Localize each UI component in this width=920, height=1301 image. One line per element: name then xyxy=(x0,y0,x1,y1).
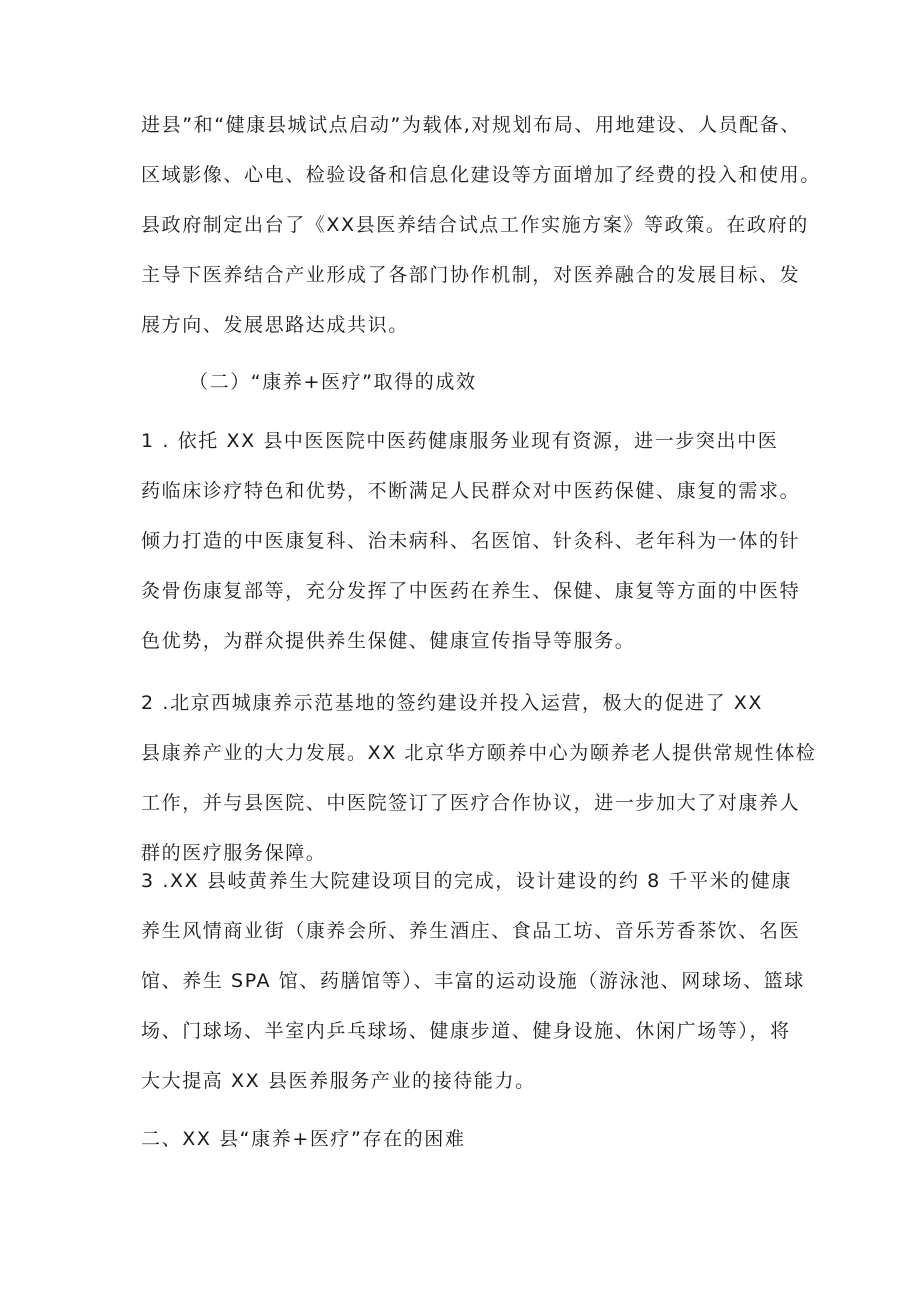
paragraph-policy-support xyxy=(141,100,821,350)
text-line: 大大提高 XX 县医养服务产业的接待能力。 xyxy=(141,1070,536,1092)
text-line: 场、门球场、半室内乒乓球场、健康步道、健身设施、休闲广场等），将 xyxy=(141,1020,791,1042)
text-line: 县政府制定出台了《XX县医养结合试点工作实施方案》等政策。在政府的 xyxy=(141,214,809,236)
section-heading-achievements xyxy=(189,357,839,407)
text-line: 主导下医养结合产业形成了各部门协作机制，对医养融合的发展目标、发 xyxy=(141,264,801,286)
text-line: 3 .XX 县岐黄养生大院建设项目的完成，设计建设的约 8 千平米的健康 xyxy=(141,870,793,892)
text-line: 进县”和“健康县城试点启动”为载体,对规划布局、用地建设、人员配备、 xyxy=(141,114,801,136)
text-line: 群的医疗服务保障。 xyxy=(141,842,327,864)
text-line: 养生风情商业街（康养会所、养生酒庄、食品工坊、音乐芳香茶饮、名医 xyxy=(141,920,801,942)
text-line: 县康养产业的大力发展。XX 北京华方颐养中心为颐养老人提供常规性体检 xyxy=(141,742,817,764)
text-line: 色优势，为群众提供养生保健、健康宣传指导等服务。 xyxy=(141,630,636,652)
heading-text: 二、XX 县“康养+医疗”存在的困难 xyxy=(141,1128,466,1150)
text-line: 展方向、发展思路达成共识。 xyxy=(141,314,409,336)
text-line: 工作，并与县医院、中医院签订了医疗合作协议，进一步加大了对康养人 xyxy=(141,792,801,814)
text-line: 区域影像、心电、检验设备和信息化建设等方面增加了经费的投入和使用。 xyxy=(141,164,821,186)
paragraph-item-1 xyxy=(141,416,801,666)
text-line: 药临床诊疗特色和优势，不断满足人民群众对中医药保健、康复的需求。 xyxy=(141,480,801,502)
heading-text: （二）“康养+医疗”取得的成效 xyxy=(189,371,477,393)
text-line: 倾力打造的中医康复科、治未病科、名医馆、针灸科、老年科为一体的针 xyxy=(141,530,801,552)
text-line: 1 . 依托 XX 县中医医院中医药健康服务业现有资源，进一步突出中医 xyxy=(141,430,779,452)
section-heading-difficulties xyxy=(141,1114,791,1164)
text-line: 馆、养生 SPA 馆、药膳馆等）、丰富的运动设施（游泳池、网球场、篮球 xyxy=(141,970,805,992)
text-line: 灸骨伤康复部等，充分发挥了中医药在养生、保健、康复等方面的中医特 xyxy=(141,580,801,602)
paragraph-item-3 xyxy=(141,856,805,1106)
paragraph-item-2 xyxy=(141,678,817,878)
text-line: 2 .北京西城康养示范基地的签约建设并投入运营，极大的促进了 XX xyxy=(141,692,764,714)
